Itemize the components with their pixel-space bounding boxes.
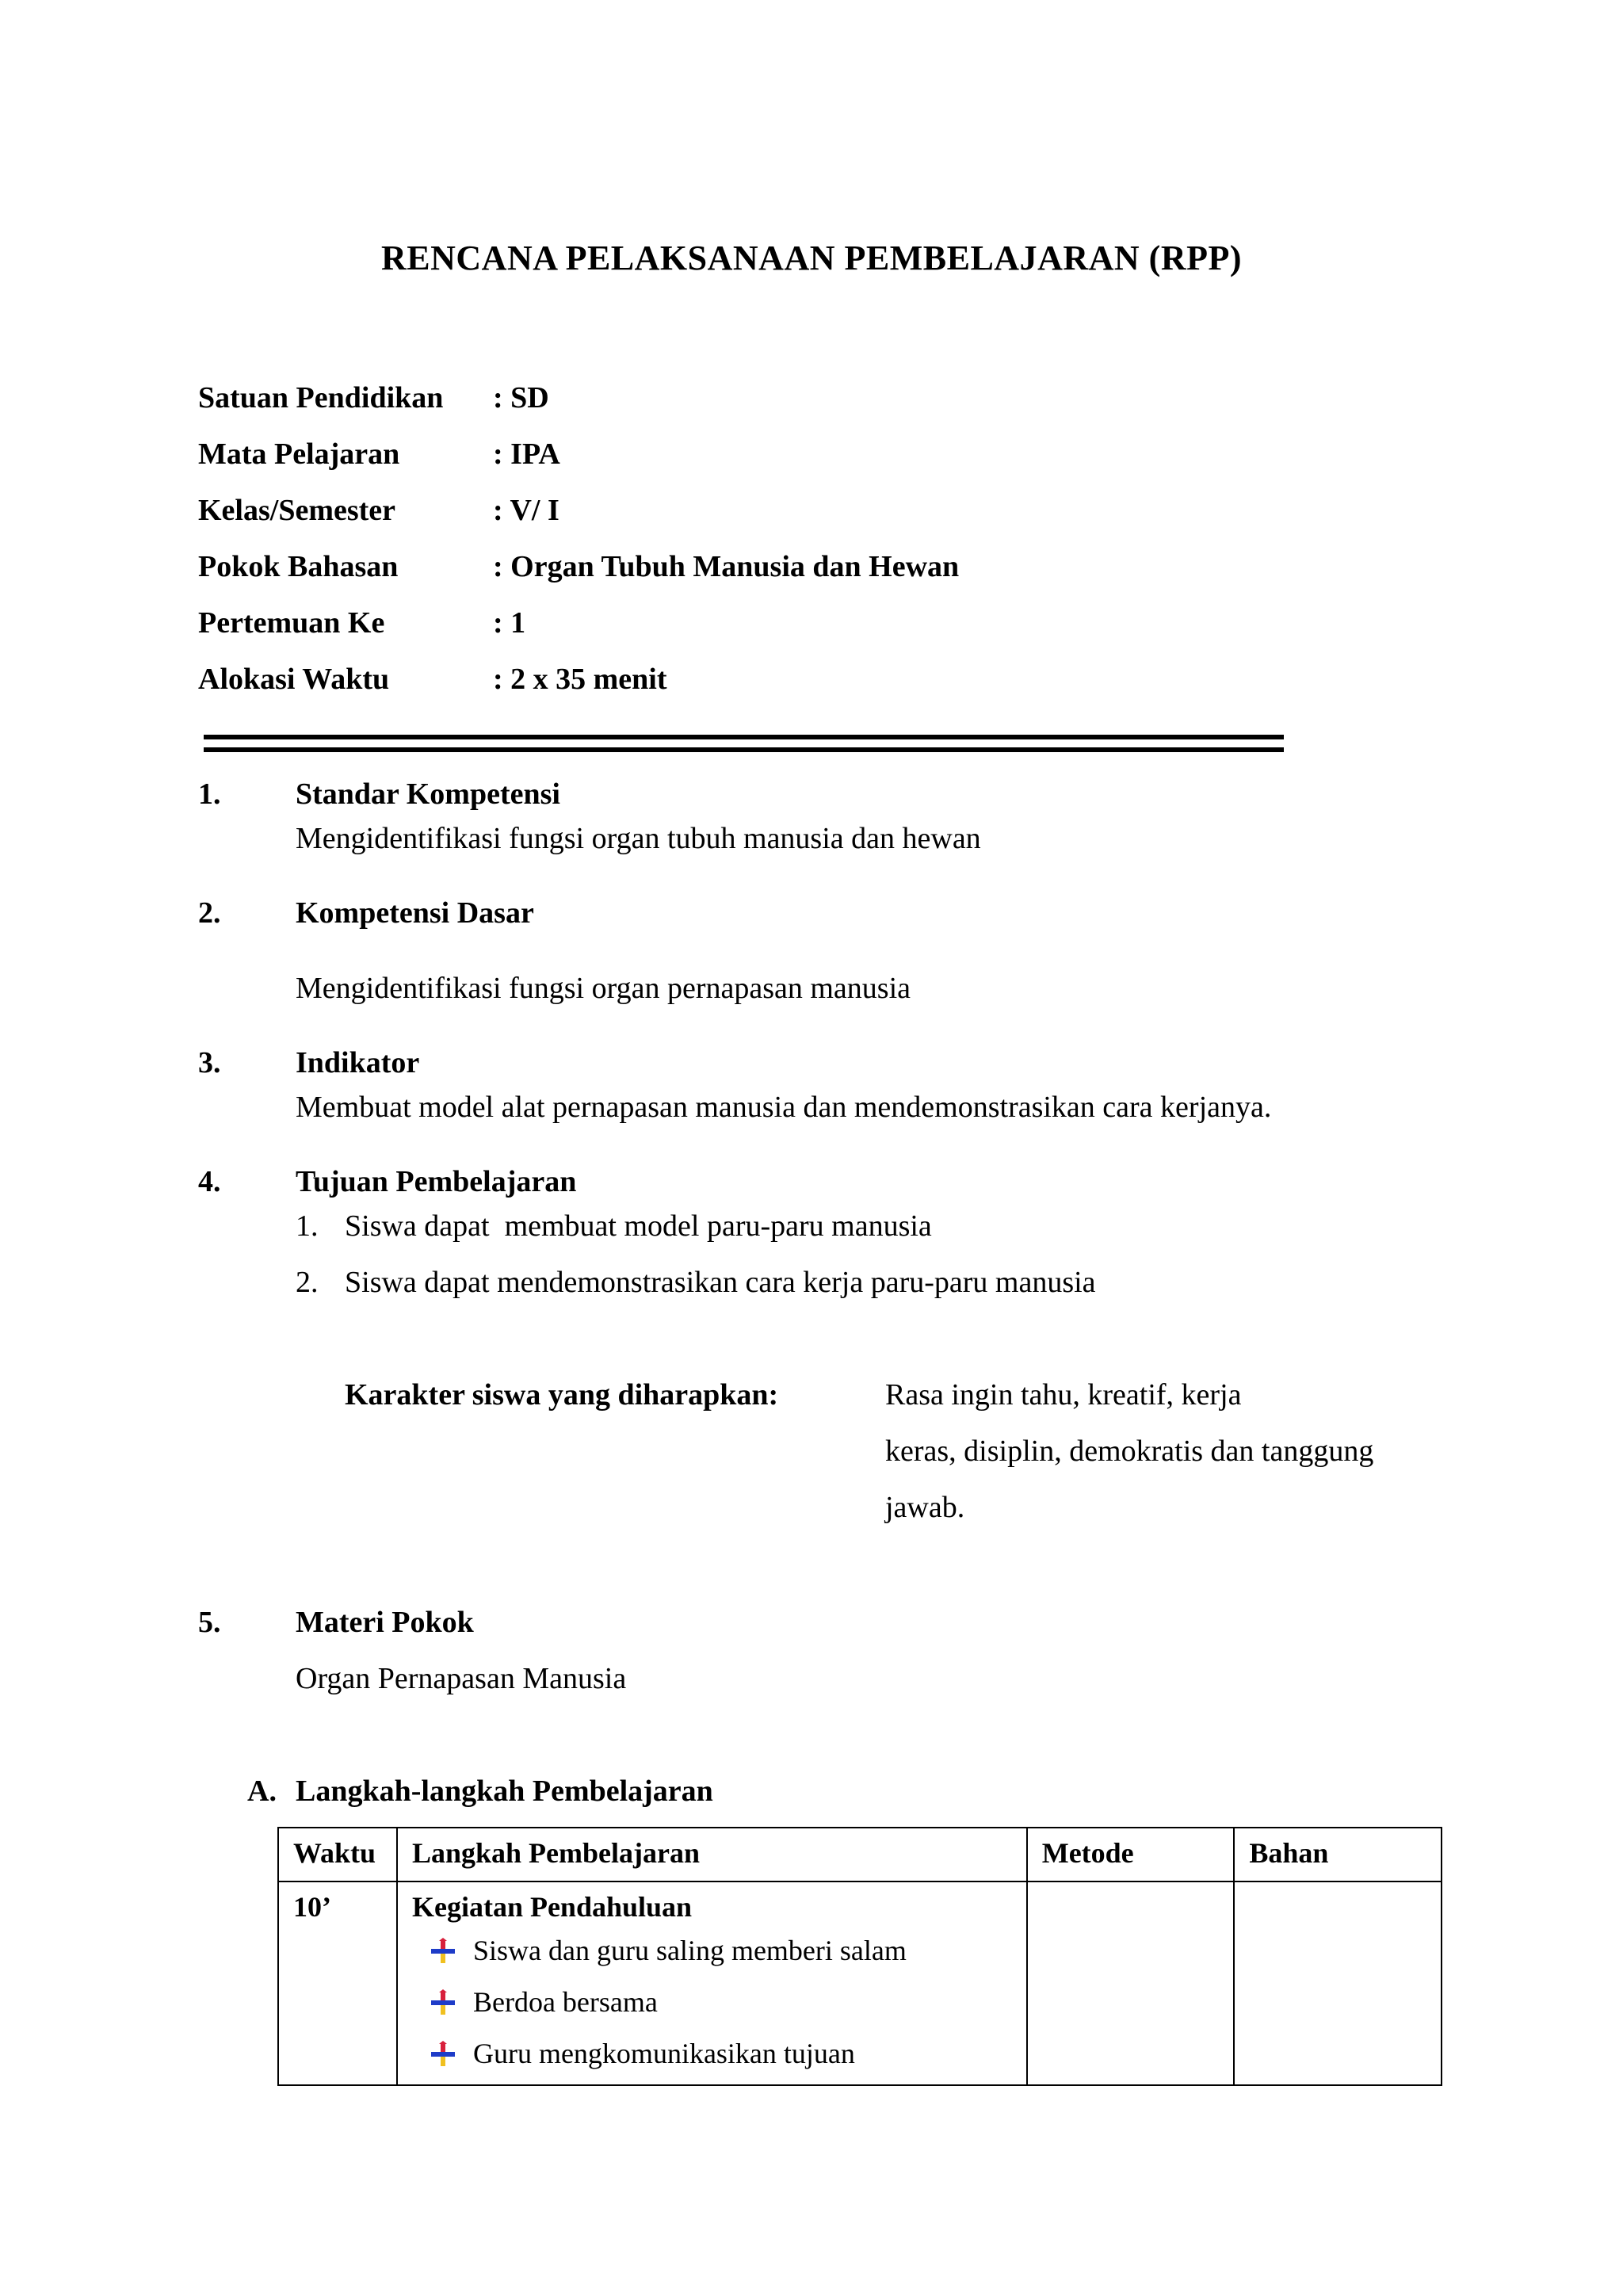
table-cell (278, 1881, 397, 2085)
identity-label: Pokok Bahasan (198, 550, 399, 583)
identity-label: Pertemuan Ke (198, 606, 385, 640)
identity-value: : 1 (493, 606, 526, 640)
section-number: 2. (198, 896, 221, 930)
objective-text: Siswa dapat mendemonstrasikan cara kerja paru-paru manusia (345, 1266, 1096, 1299)
document-title: RENCANA PELAKSANAAN PEMBELAJARAN (RPP) (381, 239, 1242, 277)
cell-metode (1028, 1882, 1234, 1898)
section-heading: Indikator (296, 1046, 420, 1079)
identity-value: : V/ I (493, 494, 559, 527)
table-header-cell (1234, 1828, 1442, 1881)
cell-bahan (1235, 1882, 1441, 1898)
bullet-text: Siswa dan guru saling memberi salam (472, 1935, 907, 1966)
section-heading: Kompetensi Dasar (296, 896, 534, 930)
section-number: 4. (198, 1165, 221, 1198)
subsection-heading: Langkah-langkah Pembelajaran (296, 1775, 713, 1808)
section-heading: Standar Kompetensi (296, 777, 560, 811)
learning-steps-table (277, 1827, 1442, 2086)
subsection-letter: A. (247, 1775, 277, 1808)
section-heading: Materi Pokok (296, 1606, 474, 1639)
section-text: Organ Pernapasan Manusia (296, 1662, 627, 1695)
section-number: 5. (198, 1606, 221, 1639)
table-cell (397, 1881, 1027, 2085)
karakter-line: jawab. (885, 1491, 965, 1524)
section-text: Mengidentifikasi fungsi organ pernapasan manusia (296, 972, 911, 1005)
objective-number: 2. (296, 1266, 319, 1299)
karakter-line: keras, disiplin, demokratis dan tanggung (885, 1435, 1374, 1468)
identity-value: : 2 x 35 menit (493, 663, 667, 696)
divider-line-top (204, 735, 1284, 739)
header-metode: Metode (1041, 1837, 1134, 1869)
section-text: Membuat model alat pernapasan manusia dan mendemonstrasikan cara kerjanya. (296, 1091, 1272, 1124)
table-cell (1027, 1881, 1235, 2085)
header-waktu: Waktu (293, 1837, 376, 1869)
section-number: 1. (198, 777, 221, 811)
karakter-line: Rasa ingin tahu, kreatif, kerja (885, 1378, 1242, 1412)
list-item (398, 1925, 1026, 1977)
list-item (398, 2028, 1026, 2080)
karakter-label: Karakter siswa yang diharapkan: (345, 1378, 779, 1412)
objective-number: 1. (296, 1209, 319, 1243)
table-header-cell (278, 1828, 397, 1881)
divider-line-bottom (204, 747, 1284, 752)
section-heading: Tujuan Pembelajaran (296, 1165, 577, 1198)
header-langkah: Langkah Pembelajaran (411, 1837, 700, 1869)
identity-label: Kelas/Semester (198, 494, 396, 527)
identity-block (0, 380, 1623, 713)
bullet-arrow-icon (430, 2041, 456, 2068)
section-number: 3. (198, 1046, 221, 1079)
table-header-cell (1027, 1828, 1235, 1881)
bullet-arrow-icon (430, 1989, 456, 2016)
table-header-row (278, 1828, 1442, 1881)
identity-label: Mata Pelajaran (198, 437, 400, 471)
bullet-text: Berdoa bersama (472, 1986, 658, 2018)
bullet-text: Guru mengkomunikasikan tujuan (472, 2038, 855, 2069)
identity-value: : IPA (493, 437, 560, 471)
activity-title: Kegiatan Pendahuluan (411, 1891, 693, 1923)
identity-label: Satuan Pendidikan (198, 381, 444, 415)
cell-waktu: 10’ (293, 1891, 331, 1923)
identity-label: Alokasi Waktu (198, 663, 390, 696)
table-row (278, 1881, 1442, 2085)
table-header-cell (397, 1828, 1027, 1881)
table-cell (1234, 1881, 1442, 2085)
bullet-arrow-icon (430, 1938, 456, 1965)
section-text: Mengidentifikasi fungsi organ tubuh manusia dan hewan (296, 822, 981, 855)
list-item (398, 1977, 1026, 2028)
header-bahan: Bahan (1249, 1837, 1329, 1869)
identity-value: : Organ Tubuh Manusia dan Hewan (493, 550, 960, 583)
identity-value: : SD (493, 381, 549, 415)
objective-text: Siswa dapat membuat model paru-paru manusia (345, 1209, 932, 1243)
